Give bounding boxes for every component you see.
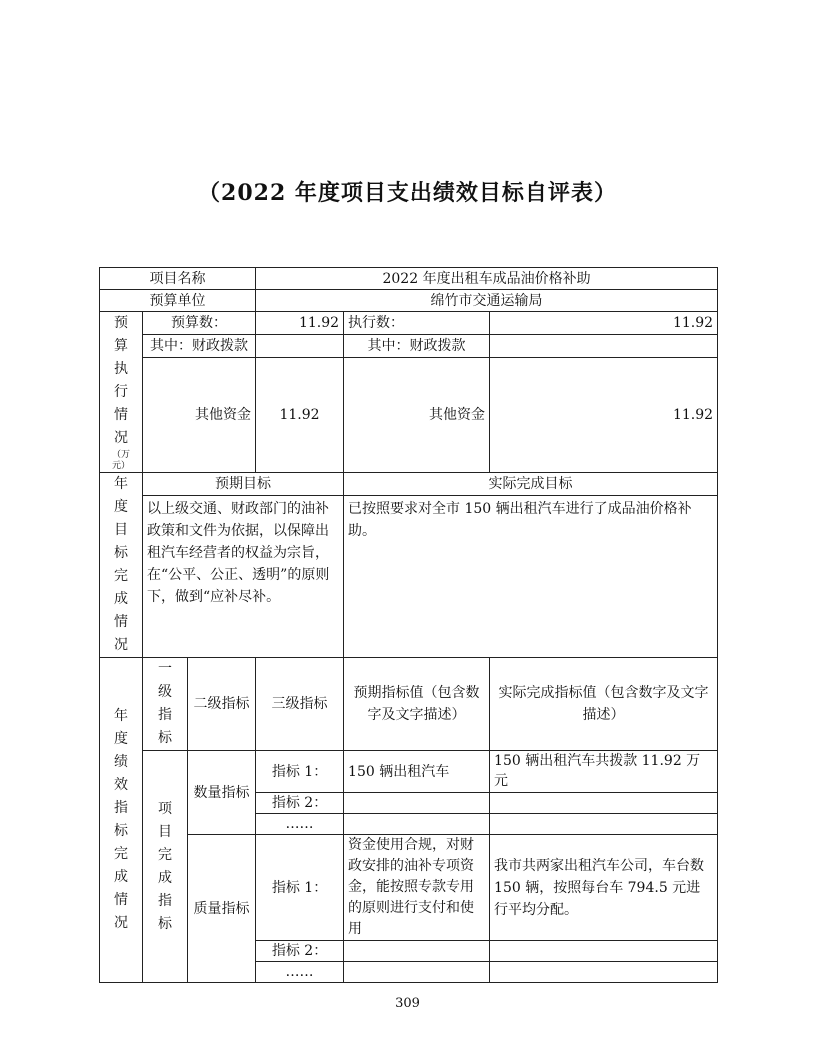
page-number: 309 xyxy=(395,996,420,1011)
goal-section-label xyxy=(100,473,143,658)
fiscal-row xyxy=(100,334,718,357)
quality-indicator-3: …… xyxy=(256,962,344,983)
fiscal-budget-value xyxy=(256,334,344,357)
quality-actual-3 xyxy=(490,962,718,983)
quality-indicator-1: 指标 1： xyxy=(256,835,344,941)
quantity-actual-2 xyxy=(490,793,718,814)
level1-header xyxy=(143,658,188,751)
quality-row-1 xyxy=(100,835,718,941)
quantity-group-label: 数量指标 xyxy=(188,751,256,835)
project-name-value: 2022 年度出租车成品油价格补助 xyxy=(256,268,718,290)
level1-group-text: 项目完成指标 xyxy=(158,800,172,932)
quantity-indicator-1: 指标 1： xyxy=(256,751,344,793)
other-funds-row xyxy=(100,357,718,472)
budget-unit-label: 预算单位 xyxy=(100,290,256,312)
quantity-actual-1: 150 辆出租汽车共拨款 11.92 万元 xyxy=(490,751,718,793)
quality-actual-1: 我市共两家出租汽车公司，车台数 150 辆，按照每台车 794.5 元进行平均分配。 xyxy=(490,835,718,941)
budget-exec-label xyxy=(100,312,143,473)
page-title: （2022 年度项目支出绩效目标自评表） xyxy=(198,180,617,206)
indicator-header-row xyxy=(100,658,718,751)
budget-exec-unit: （万元） xyxy=(111,450,130,471)
other-label-left: 其他资金 xyxy=(143,357,256,472)
fiscal-exec-value xyxy=(490,334,718,357)
other-exec-value: 11.92 xyxy=(490,357,718,472)
quality-expected-3 xyxy=(344,962,490,983)
level1-group xyxy=(143,751,188,983)
quality-expected-1: 资金使用合规，对财政安排的油补专项资金，能按照专款专用的原则进行支付和使用 xyxy=(344,835,490,941)
actual-value-header: 实际完成指标值（包含数字及文字描述） xyxy=(490,658,718,751)
budget-unit-value: 绵竹市交通运输局 xyxy=(256,290,718,312)
fiscal-label-left: 其中：财政拨款 xyxy=(143,334,256,357)
level2-header: 二级指标 xyxy=(188,658,256,751)
quantity-expected-1: 150 辆出租汽车 xyxy=(344,751,490,793)
perf-section-label-text: 年度绩效指标完成情况 xyxy=(114,708,128,931)
quality-indicator-2: 指标 2： xyxy=(256,941,344,962)
budget-amount-label: 预算数： xyxy=(143,312,256,335)
budget-exec-label-text: 预算执行情况 xyxy=(114,315,128,446)
fiscal-label-right: 其中：财政拨款 xyxy=(344,334,490,357)
project-name-row xyxy=(100,268,718,290)
budget-amount-value: 11.92 xyxy=(256,312,344,335)
quantity-row-1 xyxy=(100,751,718,793)
quantity-indicator-2: 指标 2： xyxy=(256,793,344,814)
expected-goal-text: 以上级交通、财政部门的油补政策和文件为依据，以保障出租汽车经营者的权益为宗旨，在“公平、公正、透明”的原则下，做到“应补尽补。 xyxy=(143,496,344,658)
quantity-actual-3 xyxy=(490,814,718,835)
exec-amount-label: 执行数： xyxy=(344,312,490,335)
expected-goal-label: 预期目标 xyxy=(143,473,344,496)
other-label-right: 其他资金 xyxy=(344,357,490,472)
quantity-indicator-3: …… xyxy=(256,814,344,835)
quality-expected-2 xyxy=(344,941,490,962)
goal-header-row xyxy=(100,473,718,496)
budget-amount-row xyxy=(100,312,718,335)
quantity-expected-3 xyxy=(344,814,490,835)
goal-section-label-text: 年度目标完成情况 xyxy=(114,476,128,653)
actual-goal-label: 实际完成目标 xyxy=(344,473,718,496)
other-budget-value: 11.92 xyxy=(256,357,344,472)
project-name-label: 项目名称 xyxy=(100,268,256,290)
exec-amount-value: 11.92 xyxy=(490,312,718,335)
expected-value-header: 预期指标值（包含数字及文字描述） xyxy=(344,658,490,751)
level3-header: 三级指标 xyxy=(256,658,344,751)
perf-section-label xyxy=(100,658,143,983)
level1-header-text: 一级指标 xyxy=(158,661,172,746)
quality-actual-2 xyxy=(490,941,718,962)
quantity-expected-2 xyxy=(344,793,490,814)
actual-goal-text: 已按照要求对全市 150 辆出租汽车进行了成品油价格补助。 xyxy=(344,496,718,658)
self-evaluation-table xyxy=(99,267,718,983)
goal-content-row xyxy=(100,496,718,658)
budget-unit-row xyxy=(100,290,718,312)
quality-group-label: 质量指标 xyxy=(188,835,256,983)
